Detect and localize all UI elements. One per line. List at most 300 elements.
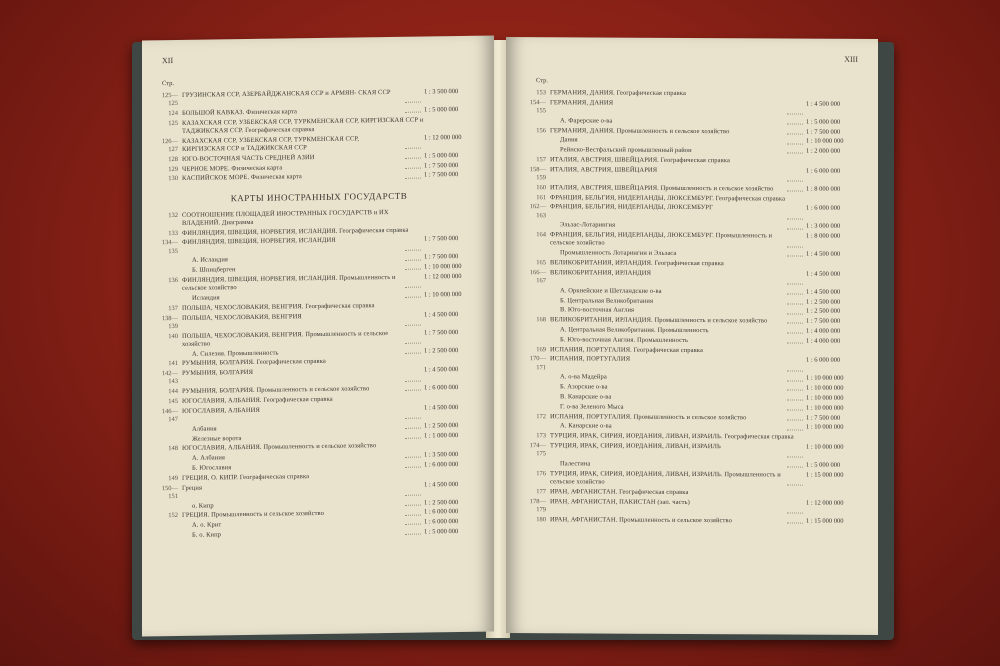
toc-page-ref <box>524 221 550 229</box>
toc-page-ref: 133 <box>168 229 178 237</box>
dot-leader <box>405 462 421 468</box>
toc-page-ref: 146—147 <box>161 407 178 424</box>
dot-leader <box>405 172 421 178</box>
dot-leader <box>787 375 803 381</box>
toc-page-ref: 154—155 <box>529 98 546 115</box>
left-toc-bottom-rows <box>156 207 482 540</box>
dot-leader <box>405 254 421 260</box>
toc-scale: 1 : 10 000 000 <box>806 443 844 451</box>
toc-title: ЮГОСЛАВИЯ, АЛБАНИЯ <box>182 406 260 415</box>
toc-page-ref <box>524 137 550 145</box>
toc-title: РУМЫНИЯ, БОЛГАРИЯ <box>182 369 254 378</box>
toc-title: ГЕРМАНИЯ, ДАНИЯ <box>550 99 614 107</box>
toc-title: Исландия <box>192 294 220 302</box>
toc-entry <box>524 259 864 269</box>
toc-entry <box>524 166 864 184</box>
toc-scale: 1 : 4 500 000 <box>424 480 459 489</box>
toc-page-ref: 157 <box>536 156 546 164</box>
dot-leader <box>405 519 421 525</box>
dot-leader <box>787 308 803 314</box>
toc-page-ref: 161 <box>536 193 546 201</box>
toc-page-ref: 138—139 <box>161 314 178 330</box>
dot-leader <box>787 318 803 324</box>
dot-leader <box>787 288 803 294</box>
toc-scale: 1 : 4 500 000 <box>806 288 841 296</box>
dot-leader <box>405 264 421 270</box>
toc-scale: 1 : 10 000 000 <box>424 290 462 299</box>
dot-leader <box>405 274 421 289</box>
toc-page-ref: 177 <box>536 487 546 495</box>
toc-page-ref: 166—167 <box>529 268 546 285</box>
toc-title: ЮГОСЛАВИЯ, АЛБАНИЯ. Географическая справка <box>182 395 333 405</box>
toc-title: ФИНЛЯНДИЯ, ШВЕЦИЯ, НОРВЕГИЯ, ИСЛАНДИЯ. Географическая справка <box>182 226 409 237</box>
toc-scale <box>806 347 864 356</box>
toc-scale: 1 : 2 500 000 <box>424 421 459 430</box>
toc-page-ref <box>524 403 550 411</box>
toc-title: В. Канарские о-ва <box>560 393 612 401</box>
toc-scale: 1 : 6 000 000 <box>424 460 459 469</box>
dot-leader <box>787 118 803 124</box>
toc-title: А. Фарерские о-ва <box>560 117 613 125</box>
toc-entry <box>524 89 864 99</box>
dot-leader <box>787 461 803 467</box>
right-page-number: XIII <box>844 54 858 64</box>
toc-title: Албания <box>192 425 217 433</box>
dot-leader <box>405 404 421 419</box>
dot-leader <box>787 233 803 247</box>
toc-page-ref: 174—175 <box>529 442 546 458</box>
toc-scale: 1 : 10 000 000 <box>806 394 844 402</box>
toc-entry <box>524 326 864 336</box>
toc-scale: 1 : 7 500 000 <box>424 171 459 179</box>
toc-title: А. о. Крит <box>192 521 222 529</box>
toc-entry <box>524 516 864 526</box>
toc-page-ref: 156 <box>536 126 546 134</box>
dot-leader <box>405 432 421 438</box>
toc-entry <box>524 117 864 127</box>
toc-scale: 1 : 5 000 000 <box>424 151 459 160</box>
dot-leader <box>405 481 421 496</box>
toc-scale: 1 : 2 000 000 <box>806 147 841 155</box>
toc-title: ГРУЗИНСКАЯ ССР, АЗЕРБАЙДЖАНСКАЯ ССР и АРМЯН- СКАЯ ССР <box>182 88 391 99</box>
toc-title: о. Кипр <box>192 502 214 510</box>
toc-scale <box>806 91 864 100</box>
toc-page-ref: 153 <box>536 89 546 97</box>
toc-entry <box>524 297 864 307</box>
toc-scale: 1 : 6 000 000 <box>806 167 841 175</box>
toc-title: КАЗАХСКАЯ ССР, УЗБЕКСКАЯ ССР, ТУРКМЕНСКАЯ ССР, КИРГИЗСКАЯ ССР и ТАДЖИКСКАЯ ССР. Географическая справка <box>182 116 424 135</box>
toc-scale: 1 : 6 000 000 <box>806 204 841 213</box>
dot-leader <box>405 152 421 158</box>
toc-page-ref: 149 <box>168 474 178 482</box>
toc-title: Б. о. Кипр <box>192 531 222 539</box>
toc-scale: 1 : 6 000 000 <box>424 384 459 392</box>
dot-leader <box>405 292 421 298</box>
toc-entry <box>524 432 864 442</box>
toc-page-ref: 130 <box>168 175 178 183</box>
toc-entry <box>524 393 864 403</box>
toc-scale: 1 : 4 500 000 <box>424 366 459 374</box>
toc-title: А. Канарские о-ва <box>560 422 612 430</box>
toc-scale: 1 : 10 000 000 <box>806 423 844 432</box>
toc-title: БОЛЬШОЙ КАВКАЗ. Физическая карта <box>182 108 298 117</box>
toc-title: ТУРЦИЯ, ИРАК, СИРИЯ, ИОРДАНИЯ, ЛИВАН, ИЗРАИЛЬ <box>550 442 721 451</box>
toc-title: Б. Югославия <box>192 464 232 472</box>
toc-page-ref <box>524 287 550 295</box>
toc-entry <box>524 346 864 356</box>
toc-entry <box>524 137 864 147</box>
toc-page-ref: 180 <box>536 515 546 523</box>
toc-scale: 1 : 12 000 000 <box>806 499 844 507</box>
toc-page-ref: 128 <box>168 155 178 163</box>
toc-scale: 1 : 2 500 000 <box>424 346 459 355</box>
toc-page-ref <box>524 249 550 257</box>
toc-title: ИСПАНИЯ, ПОРТУГАЛИЯ. Промышленность и сельское хозяйство <box>550 412 747 421</box>
toc-page-ref: 124 <box>168 109 178 118</box>
toc-scale <box>424 116 482 133</box>
toc-entry <box>524 373 864 383</box>
section-title: КАРТЫ ИНОСТРАННЫХ ГОСУДАРСТВ <box>230 190 408 203</box>
toc-page-ref: 148 <box>168 445 178 453</box>
toc-entry <box>524 269 864 287</box>
toc-entry <box>524 470 864 488</box>
toc-scale: 1 : 5 000 000 <box>806 118 841 126</box>
dot-leader <box>405 236 421 251</box>
dot-leader <box>787 100 803 114</box>
toc-scale: 1 : 7 500 000 <box>424 328 459 337</box>
toc-entry <box>524 498 864 516</box>
dot-leader <box>405 134 421 149</box>
toc-page-ref: 142—143 <box>161 370 178 386</box>
dot-leader <box>787 499 803 513</box>
toc-scale: 1 : 3 500 000 <box>424 88 459 96</box>
left-page <box>142 36 494 637</box>
toc-page-ref <box>156 465 182 474</box>
toc-title: ЮГО-ВОСТОЧНАЯ ЧАСТЬ СРЕДНЕЙ АЗИИ <box>182 153 315 163</box>
toc-entry <box>524 146 864 156</box>
toc-page-ref <box>156 426 182 435</box>
toc-title: ИРАН, АФГАНИСТАН. Промышленность и сельское хозяйство <box>550 515 732 524</box>
dot-leader <box>405 422 421 428</box>
toc-page-ref: 125 <box>168 119 178 127</box>
toc-scale: 1 : 3 000 000 <box>806 222 841 231</box>
toc-page-ref <box>156 502 182 511</box>
toc-scale: 1 : 6 000 000 <box>424 508 459 516</box>
toc-page-ref <box>156 257 182 266</box>
toc-page-ref: 144 <box>168 388 178 396</box>
toc-scale <box>424 300 482 309</box>
toc-page-ref <box>524 393 550 401</box>
toc-scale: 1 : 4 500 000 <box>806 270 841 278</box>
toc-scale <box>424 394 482 403</box>
toc-scale: 1 : 7 500 000 <box>806 317 841 325</box>
toc-title: ГРЕЦИЯ, О. КИПР. Географическая справка <box>182 472 310 482</box>
toc-title: ЮГОСЛАВИЯ, АЛБАНИЯ. Промышленность и сельское хозяйство <box>182 442 377 453</box>
toc-page-ref <box>524 146 550 154</box>
toc-scale: 1 : 8 000 000 <box>806 232 841 240</box>
toc-scale: 1 : 15 000 000 <box>806 471 844 479</box>
toc-scale <box>806 158 864 167</box>
toc-page-ref <box>156 455 182 464</box>
toc-scale: 1 : 4 500 000 <box>424 403 459 412</box>
dot-leader <box>405 499 421 505</box>
dot-leader <box>787 394 803 400</box>
toc-scale <box>806 434 864 443</box>
toc-title: Железные ворота <box>192 434 242 443</box>
toc-entry <box>524 203 864 221</box>
toc-entry <box>524 306 864 316</box>
toc-scale: 1 : 4 000 000 <box>806 337 841 345</box>
dot-leader <box>787 443 803 457</box>
toc-scale: 1 : 15 000 000 <box>806 517 844 525</box>
toc-title: РУМЫНИЯ, БОЛГАРИЯ. Географическая справка <box>182 358 326 368</box>
toc-scale: 1 : 10 000 000 <box>806 374 844 383</box>
toc-scale: 1 : 5 000 000 <box>806 461 841 469</box>
dot-leader <box>787 128 803 134</box>
toc-page-ref: 173 <box>536 432 546 440</box>
toc-entry <box>524 221 864 231</box>
toc-scale: 1 : 4 500 000 <box>424 310 459 319</box>
toc-title: Б. Азорские о-ва <box>560 383 608 391</box>
toc-title: ИСПАНИЯ, ПОРТУГАЛИЯ <box>550 355 631 364</box>
toc-title: РУМЫНИЯ, БОЛГАРИЯ. Промышленность и сельское хозяйство <box>182 385 370 396</box>
toc-scale: 1 : 2 500 000 <box>806 298 841 306</box>
toc-title: Дания <box>560 136 578 144</box>
dot-leader <box>405 89 421 104</box>
toc-entry <box>524 403 864 413</box>
toc-page-ref: 176 <box>536 469 546 477</box>
dot-leader <box>405 162 421 168</box>
dot-leader <box>787 404 803 410</box>
dot-leader <box>405 452 421 458</box>
toc-scale: 1 : 3 500 000 <box>424 451 459 459</box>
dot-leader <box>787 185 803 191</box>
dot-leader <box>787 471 803 485</box>
toc-title: А. о-ва Мадейра <box>560 373 607 381</box>
toc-scale: 1 : 10 000 000 <box>806 404 844 412</box>
dot-leader <box>787 270 803 284</box>
toc-scale: 1 : 5 000 000 <box>424 106 459 114</box>
toc-title: ФРАНЦИЯ, БЕЛЬГИЯ, НИДЕРЛАНДЫ, ЛЮКСЕМБУРГ. Географическая справка <box>550 193 786 203</box>
dot-leader <box>787 223 803 229</box>
toc-entry <box>524 249 864 259</box>
toc-page-ref <box>524 422 550 430</box>
toc-entry <box>524 231 864 249</box>
toc-title: ТУРЦИЯ, ИРАК, СИРИЯ, ИОРДАНИЯ, ЛИВАН, ИЗРАИЛЬ. Промышленность и сельское хозяйство <box>550 469 781 486</box>
toc-page-ref: 169 <box>536 345 546 353</box>
toc-page-ref <box>524 373 550 381</box>
toc-entry <box>524 488 864 498</box>
toc-page-ref <box>524 326 550 334</box>
toc-scale: 1 : 12 000 000 <box>424 133 462 142</box>
toc-scale: 1 : 7 500 000 <box>806 414 841 422</box>
toc-page-ref <box>524 383 550 391</box>
toc-scale: 1 : 2 500 000 <box>806 307 841 316</box>
dot-leader <box>787 357 803 371</box>
toc-page-ref: 164 <box>536 231 546 239</box>
toc-page-ref <box>156 295 182 304</box>
left-toc-top-rows <box>156 88 482 184</box>
dot-leader <box>405 385 421 391</box>
toc-page-ref: 168 <box>536 316 546 324</box>
toc-title: ТУРЦИЯ, ИРАК, СИРИЯ, ИОРДАНИЯ, ЛИВАН, ИЗРАИЛЬ. Географическая справка <box>550 432 794 441</box>
dot-leader <box>787 205 803 219</box>
toc-scale: 1 : 7 500 000 <box>424 253 459 261</box>
toc-scale: 1 : 7 500 000 <box>424 161 459 170</box>
toc-title: ГЕРМАНИЯ, ДАНИЯ. Географическая справка <box>550 89 686 97</box>
toc-scale: 1 : 4 500 000 <box>806 250 841 258</box>
toc-title: ВЕЛИКОБРИТАНИЯ, ИРЛАНДИЯ. Географическая справка <box>550 259 724 268</box>
dot-leader <box>405 329 421 344</box>
toc-title: ПОЛЬША, ЧЕХОСЛОВАКИЯ, ВЕНГРИЯ. Промышленность и сельское хозяйство <box>182 329 389 348</box>
toc-scale <box>424 441 482 450</box>
left-page-number: XII <box>162 56 174 66</box>
toc-title: Г. о-ва Зеленого Мыса <box>560 403 624 411</box>
right-toc <box>524 89 864 527</box>
toc-title: А. Албания <box>192 454 226 462</box>
toc-entry <box>524 442 864 460</box>
toc-page-ref: 141 <box>168 360 178 368</box>
toc-title: Рейнско-Вестфальский промышленный район <box>560 146 692 155</box>
toc-scale: 1 : 12 000 000 <box>424 272 462 281</box>
toc-page-ref: 165 <box>536 259 546 267</box>
toc-page-ref <box>524 336 550 344</box>
dot-leader <box>787 167 803 181</box>
dot-leader <box>787 251 803 257</box>
toc-scale: 1 : 4 500 000 <box>806 100 841 108</box>
toc-title: ПОЛЬША, ЧЕХОСЛОВАКИЯ, ВЕНГРИЯ <box>182 312 302 322</box>
dot-leader <box>787 138 803 144</box>
toc-title: ФИНЛЯНДИЯ, ШВЕЦИЯ, НОРВЕГИЯ, ИСЛАНДИЯ. Промышленность и сельское хозяйство <box>182 273 396 293</box>
toc-page-ref: 150—151 <box>161 484 178 500</box>
toc-page-ref: 140 <box>168 332 178 340</box>
toc-page-ref <box>524 297 550 305</box>
toc-entry <box>524 316 864 326</box>
dot-leader <box>405 311 421 326</box>
toc-scale: 1 : 6 000 000 <box>424 518 459 526</box>
toc-page-ref: 134—135 <box>161 239 178 255</box>
dot-leader <box>787 298 803 304</box>
toc-page-ref: 172 <box>536 412 546 420</box>
toc-scale: 1 : 8 000 000 <box>806 185 841 193</box>
toc-title: А. Центральная Великобритания. Промышленность <box>560 326 709 335</box>
toc-title: ИРАН, АФГАНИСТАН, ПАКИСТАН (зап. часть) <box>550 497 690 506</box>
toc-title: ГЕРМАНИЯ, ДАНИЯ. Промышленность и сельское хозяйство <box>550 126 730 135</box>
toc-entry <box>524 127 864 137</box>
toc-page-ref: 136 <box>168 276 178 285</box>
toc-page-ref: 158—159 <box>529 165 546 182</box>
toc-entry <box>524 383 864 393</box>
toc-entry <box>524 336 864 346</box>
toc-scale: 1 : 6 000 000 <box>806 356 841 365</box>
right-toc-rows <box>524 89 864 525</box>
toc-page-ref <box>524 117 550 125</box>
toc-page-ref <box>524 306 550 314</box>
toc-page-ref <box>156 532 182 541</box>
toc-title: Палестина <box>560 460 591 468</box>
left-toc <box>156 88 482 542</box>
toc-entry <box>524 460 864 470</box>
toc-scale: 1 : 10 000 000 <box>424 263 462 271</box>
dot-leader <box>405 509 421 515</box>
toc-page-ref: 126—127 <box>161 137 178 154</box>
toc-scale: 1 : 10 000 000 <box>806 384 844 392</box>
toc-page-ref <box>156 267 182 276</box>
toc-title: ВЕЛИКОБРИТАНИЯ, ИРЛАНДИЯ. Промышленность и сельское хозяйство <box>550 316 768 325</box>
toc-title: А. Оркнейские и Шетландские о-ва <box>560 287 662 295</box>
toc-entry <box>524 355 864 373</box>
toc-title: ВЕЛИКОБРИТАНИЯ, ИРЛАНДИЯ <box>550 269 652 277</box>
toc-page-ref: 160 <box>536 183 546 192</box>
toc-title: Эльзас-Лотарингия <box>560 221 616 229</box>
toc-scale: 1 : 7 500 000 <box>424 235 459 243</box>
toc-scale <box>424 470 482 479</box>
toc-entry <box>524 422 864 432</box>
toc-title: ФРАНЦИЯ, БЕЛЬГИЯ, НИДЕРЛАНДЫ, ЛЮКСЕМБУРГ <box>550 203 713 212</box>
toc-page-ref <box>156 350 182 359</box>
toc-title: СООТНОШЕНИЕ ПЛОЩАДЕЙ ИНОСТРАННЫХ ГОСУДАРСТВ и ИХ ВЛАДЕНИЙ. Диаграмма <box>182 208 389 227</box>
toc-scale: 1 : 4 000 000 <box>806 327 841 335</box>
toc-page-ref: 132 <box>168 211 178 219</box>
right-page <box>506 37 878 635</box>
dot-leader <box>787 327 803 333</box>
toc-title: КАСПИЙСКОЕ МОРЕ. Физическая карта <box>182 173 302 183</box>
toc-page-ref <box>156 522 182 531</box>
toc-title: ФИНЛЯНДИЯ, ШВЕЦИЯ, НОРВЕГИЯ, ИСЛАНДИЯ <box>182 237 336 247</box>
toc-title: Греция <box>182 484 203 492</box>
toc-title: Б. Шпицберген <box>192 266 236 274</box>
toc-title: ИТАЛИЯ, АВСТРИЯ, ШВЕЙЦАРИЯ. Промышленность и сельское хозяйство <box>550 184 774 193</box>
toc-title: Б. Юго-восточная Англия. Промышленность <box>560 336 689 344</box>
toc-title: ЧЕРНОЕ МОРЕ. Физическая карта <box>182 164 283 173</box>
toc-scale: 1 : 7 500 000 <box>806 128 841 136</box>
toc-page-ref: 137 <box>168 304 178 312</box>
dot-leader <box>787 424 803 430</box>
toc-scale: 1 : 5 000 000 <box>424 527 459 536</box>
toc-title: Б. Центральная Великобритания <box>560 296 654 305</box>
toc-title: КАЗАХСКАЯ ССР, УЗБЕКСКАЯ ССР, ТУРКМЕНСКАЯ ССР, КИРГИЗСКАЯ ССР и ТАДЖИКСКАЯ ССР <box>182 135 360 153</box>
toc-entry <box>524 184 864 194</box>
dot-leader <box>787 517 803 523</box>
toc-page-ref: 162—163 <box>529 203 546 219</box>
toc-scale <box>424 207 482 224</box>
toc-entry <box>524 287 864 297</box>
dot-leader <box>405 347 421 353</box>
toc-entry <box>524 99 864 117</box>
dot-leader <box>787 148 803 154</box>
toc-title: А. Исландия <box>192 256 229 265</box>
dot-leader <box>405 107 421 113</box>
toc-page-ref: 170—171 <box>529 355 546 371</box>
toc-title: ФРАНЦИЯ, БЕЛЬГИЯ, НИДЕРЛАНДЫ, ЛЮКСЕМБУРГ. Промышленность и сельское хозяйство <box>550 231 773 247</box>
toc-page-ref: 152 <box>168 512 178 520</box>
toc-scale <box>806 261 864 270</box>
toc-scale <box>806 489 864 498</box>
toc-title: ИТАЛИЯ, АВСТРИЯ, ШВЕЙЦАРИЯ <box>550 166 658 174</box>
toc-page-ref: 125—125 <box>161 91 178 108</box>
toc-scale <box>806 195 864 204</box>
toc-title: ИСПАНИЯ, ПОРТУГАЛИЯ. Географическая справка <box>550 345 703 354</box>
toc-title: ИРАН, АФГАНИСТАН. Географическая справка <box>550 487 689 496</box>
toc-page-ref: 145 <box>168 397 178 406</box>
open-book <box>124 30 914 640</box>
toc-title: Промышленность Лотарингии и Эльзаса <box>560 249 677 258</box>
toc-title: ИТАЛИЯ, АВСТРИЯ, ШВЕЙЦАРИЯ. Географическая справка <box>550 156 730 165</box>
toc-scale: 1 : 2 500 000 <box>424 498 459 507</box>
toc-title: ПОЛЬША, ЧЕХОСЛОВАКИЯ, ВЕНГРИЯ. Географическая справка <box>182 301 375 312</box>
toc-page-ref <box>156 435 182 444</box>
toc-title: А. Силезия. Промышленность <box>192 349 279 358</box>
